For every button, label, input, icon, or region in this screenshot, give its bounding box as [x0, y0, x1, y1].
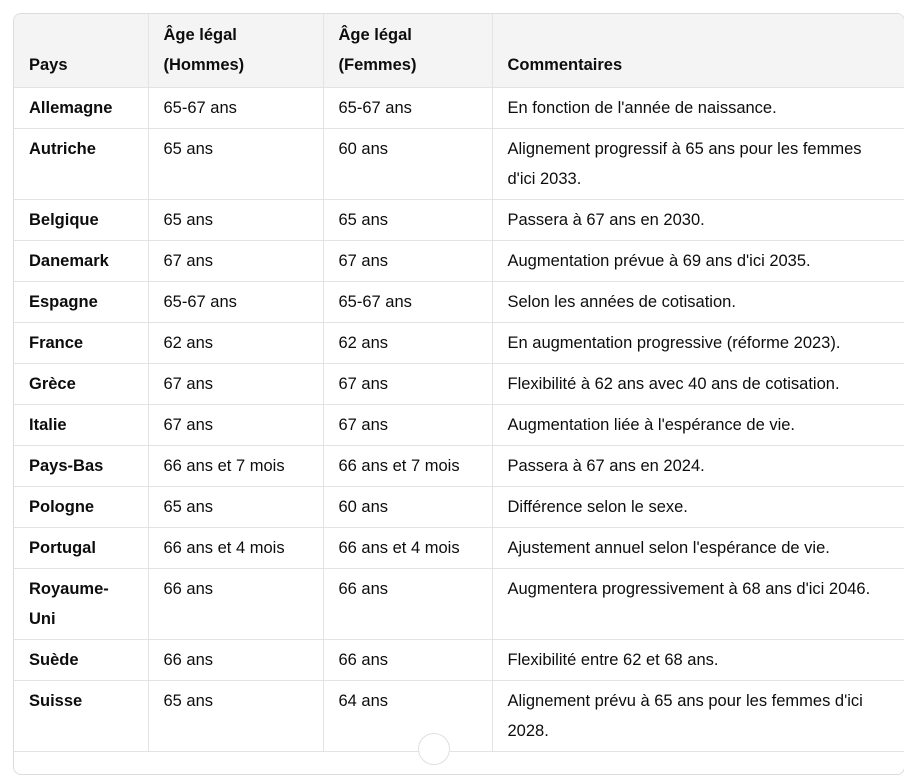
- cell-country: Suisse: [14, 681, 148, 752]
- cell-comment: Selon les années de cotisation.: [492, 282, 904, 323]
- cell-women-age: 62 ans: [323, 323, 492, 364]
- cell-comment: Alignement prévu à 65 ans pour les femmes d'ici 2028.: [492, 681, 904, 752]
- table-row: [14, 640, 904, 681]
- cell-men-age: 65 ans: [148, 129, 323, 200]
- cell-country: Danemark: [14, 241, 148, 282]
- header-women: [323, 14, 492, 88]
- cell-men-age: 65-67 ans: [148, 88, 323, 129]
- cell-women-age: 60 ans: [323, 487, 492, 528]
- cell-country: Italie: [14, 405, 148, 446]
- table-body: [14, 88, 904, 752]
- cell-comment: Ajustement annuel selon l'espérance de vie.: [492, 528, 904, 569]
- retirement-age-table: [14, 14, 904, 752]
- cell-men-age: 67 ans: [148, 241, 323, 282]
- header-country: [14, 14, 148, 88]
- cell-comment: Différence selon le sexe.: [492, 487, 904, 528]
- header-comments-label: Commentaires: [507, 56, 623, 74]
- table-row: [14, 405, 904, 446]
- cell-women-age: 66 ans: [323, 640, 492, 681]
- cell-comment: Alignement progressif à 65 ans pour les femmes d'ici 2033.: [492, 129, 904, 200]
- cell-country: Autriche: [14, 129, 148, 200]
- table-row: [14, 569, 904, 640]
- table-row: [14, 487, 904, 528]
- cell-women-age: 66 ans: [323, 569, 492, 640]
- cell-women-age: 65 ans: [323, 200, 492, 241]
- cell-country: Espagne: [14, 282, 148, 323]
- cell-men-age: 67 ans: [148, 364, 323, 405]
- cell-comment: Flexibilité entre 62 et 68 ans.: [492, 640, 904, 681]
- cell-comment: Flexibilité à 62 ans avec 40 ans de cotisation.: [492, 364, 904, 405]
- cell-men-age: 65-67 ans: [148, 282, 323, 323]
- cell-comment: Passera à 67 ans en 2030.: [492, 200, 904, 241]
- cell-men-age: 65 ans: [148, 681, 323, 752]
- header-comments: [492, 14, 904, 88]
- cell-women-age: 65-67 ans: [323, 282, 492, 323]
- cell-country: France: [14, 323, 148, 364]
- table-row: [14, 129, 904, 200]
- cell-men-age: 66 ans: [148, 640, 323, 681]
- table-header: [14, 14, 904, 88]
- cell-country: Allemagne: [14, 88, 148, 129]
- cell-comment: Augmentation prévue à 69 ans d'ici 2035.: [492, 241, 904, 282]
- table-row: [14, 364, 904, 405]
- header-women-line2: (Femmes): [338, 56, 417, 74]
- cell-men-age: 66 ans et 7 mois: [148, 446, 323, 487]
- table-row: [14, 528, 904, 569]
- header-row: [14, 14, 904, 88]
- cell-country: Suède: [14, 640, 148, 681]
- table-row: [14, 323, 904, 364]
- table-row: [14, 241, 904, 282]
- table-row: [14, 200, 904, 241]
- cell-men-age: 66 ans: [148, 569, 323, 640]
- cell-women-age: 67 ans: [323, 241, 492, 282]
- table-row: [14, 681, 904, 752]
- cell-country: Belgique: [14, 200, 148, 241]
- header-country-label: Pays: [29, 56, 68, 74]
- header-men-line2: (Hommes): [163, 56, 245, 74]
- cell-men-age: 65 ans: [148, 200, 323, 241]
- header-men: [148, 14, 323, 88]
- cell-country: Royaume-Uni: [14, 569, 148, 640]
- table-row: [14, 88, 904, 129]
- scroll-down-button[interactable]: [418, 733, 450, 765]
- cell-comment: En augmentation progressive (réforme 2023).: [492, 323, 904, 364]
- cell-men-age: 62 ans: [148, 323, 323, 364]
- cell-comment: Passera à 67 ans en 2024.: [492, 446, 904, 487]
- cell-country: Pays-Bas: [14, 446, 148, 487]
- cell-country: Grèce: [14, 364, 148, 405]
- table-row: [14, 446, 904, 487]
- cell-comment: En fonction de l'année de naissance.: [492, 88, 904, 129]
- cell-women-age: 65-67 ans: [323, 88, 492, 129]
- cell-women-age: 64 ans: [323, 681, 492, 752]
- table-row: [14, 282, 904, 323]
- cell-comment: Augmentera progressivement à 68 ans d'ici 2046.: [492, 569, 904, 640]
- header-women-line1: Âge légal: [338, 26, 412, 44]
- cell-country: Pologne: [14, 487, 148, 528]
- header-men-line1: Âge légal: [163, 26, 237, 44]
- retirement-age-table-container: [13, 13, 904, 775]
- cell-women-age: 67 ans: [323, 405, 492, 446]
- cell-women-age: 60 ans: [323, 129, 492, 200]
- cell-men-age: 67 ans: [148, 405, 323, 446]
- cell-country: Portugal: [14, 528, 148, 569]
- cell-women-age: 66 ans et 7 mois: [323, 446, 492, 487]
- cell-men-age: 65 ans: [148, 487, 323, 528]
- cell-women-age: 66 ans et 4 mois: [323, 528, 492, 569]
- cell-women-age: 67 ans: [323, 364, 492, 405]
- cell-men-age: 66 ans et 4 mois: [148, 528, 323, 569]
- cell-comment: Augmentation liée à l'espérance de vie.: [492, 405, 904, 446]
